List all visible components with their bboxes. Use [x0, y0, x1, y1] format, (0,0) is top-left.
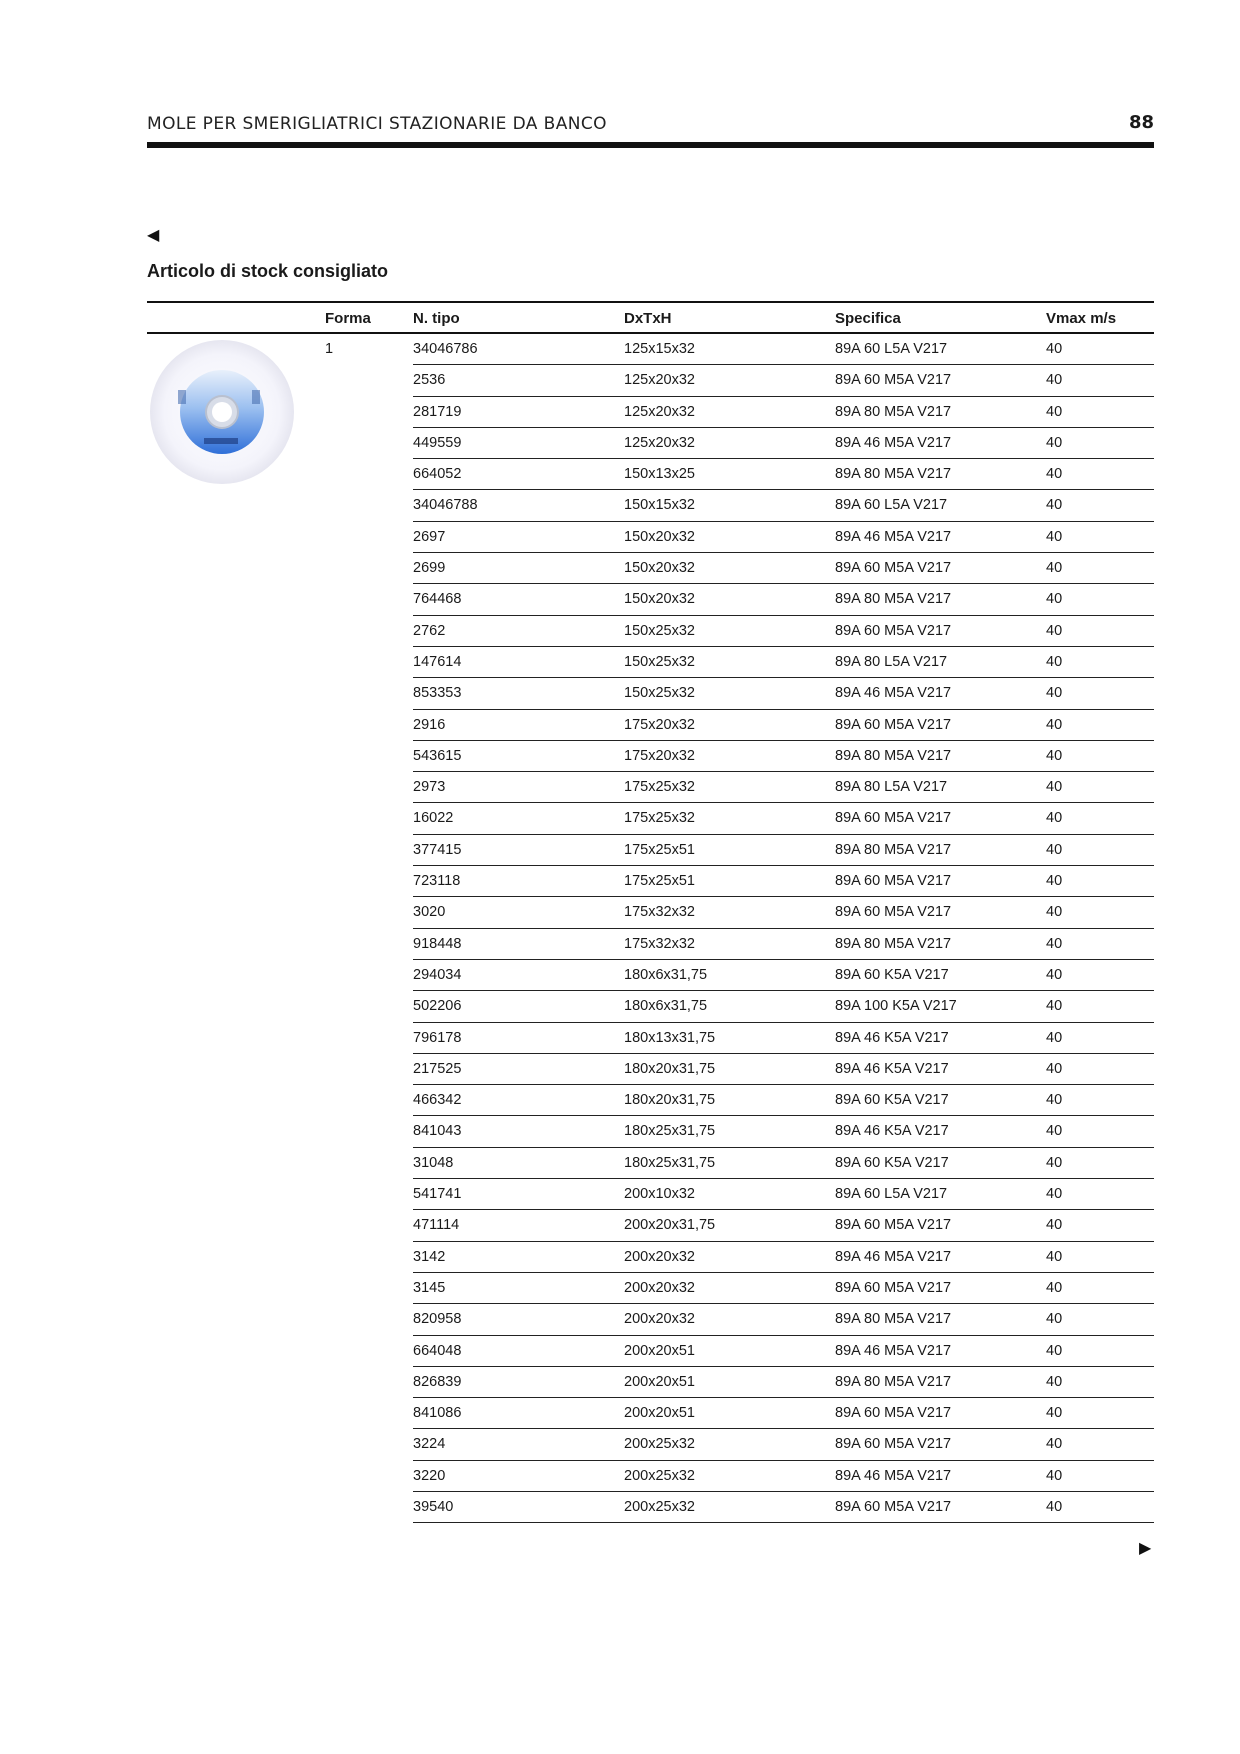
cell-dimensions: 200x20x51 — [624, 1405, 695, 1422]
cell-vmax: 40 — [1046, 1060, 1063, 1077]
cell-specification: 89A 60 M5A V217 — [835, 1217, 952, 1234]
header-divider — [147, 142, 1154, 148]
cell-specification: 89A 80 L5A V217 — [835, 779, 948, 796]
cell-specification: 89A 60 L5A V217 — [835, 341, 948, 357]
cell-tipo: 377415 — [413, 841, 462, 858]
cell-dimensions: 150x25x32 — [624, 653, 695, 670]
cell-tipo: 918448 — [413, 935, 462, 952]
cell-specification: 89A 46 M5A V217 — [835, 434, 952, 451]
cell-vmax: 40 — [1046, 341, 1063, 357]
cell-specification: 89A 46 K5A V217 — [835, 1060, 949, 1077]
cell-specification: 89A 80 M5A V217 — [835, 1311, 952, 1328]
page-number: 88 — [1128, 112, 1154, 133]
table-row — [413, 522, 1154, 553]
table-row — [413, 1023, 1154, 1054]
cell-dimensions: 200x20x51 — [624, 1373, 695, 1390]
table-row — [413, 1492, 1154, 1523]
cell-tipo: 31048 — [413, 1154, 454, 1171]
cell-dimensions: 180x13x31,75 — [624, 1029, 716, 1046]
cell-tipo: 2536 — [413, 372, 446, 389]
cell-specification: 89A 60 L5A V217 — [835, 497, 948, 514]
cell-tipo: 796178 — [413, 1029, 462, 1046]
cell-dimensions: 175x25x32 — [624, 810, 695, 827]
cell-dimensions: 200x20x32 — [624, 1279, 695, 1296]
cell-vmax: 40 — [1046, 1405, 1063, 1422]
table-row — [413, 459, 1154, 490]
cell-specification: 89A 80 L5A V217 — [835, 653, 948, 670]
cell-tipo: 853353 — [413, 685, 462, 702]
cell-specification: 89A 46 K5A V217 — [835, 1029, 949, 1046]
cell-vmax: 40 — [1046, 434, 1063, 451]
cell-dimensions: 175x32x32 — [624, 935, 695, 952]
table-row — [413, 960, 1154, 991]
table-row — [413, 428, 1154, 459]
cell-specification: 89A 60 M5A V217 — [835, 873, 952, 890]
cell-tipo: 3142 — [413, 1248, 446, 1265]
cell-vmax: 40 — [1046, 716, 1063, 733]
cell-dimensions: 200x25x32 — [624, 1498, 695, 1515]
page-header — [147, 108, 1154, 140]
cell-specification: 89A 46 M5A V217 — [835, 1342, 952, 1359]
cell-tipo: 2762 — [413, 622, 446, 639]
cell-vmax: 40 — [1046, 622, 1063, 639]
table-row — [413, 334, 1154, 365]
cell-vmax: 40 — [1046, 1311, 1063, 1328]
cell-vmax: 40 — [1046, 528, 1063, 545]
cell-tipo: 2699 — [413, 560, 446, 577]
cell-vmax: 40 — [1046, 497, 1063, 514]
cell-vmax: 40 — [1046, 1154, 1063, 1171]
cell-tipo: 3145 — [413, 1279, 446, 1296]
cell-vmax: 40 — [1046, 1373, 1063, 1390]
cell-dimensions: 200x25x32 — [624, 1436, 695, 1453]
cell-dimensions: 150x25x32 — [624, 622, 695, 639]
cell-vmax: 40 — [1046, 966, 1063, 983]
cell-vmax: 40 — [1046, 810, 1063, 827]
cell-tipo: 449559 — [413, 434, 462, 451]
table-row — [413, 1085, 1154, 1116]
cell-dimensions: 180x25x31,75 — [624, 1123, 716, 1140]
header-dimensions: DxTxH — [624, 310, 672, 327]
table-row — [413, 1367, 1154, 1398]
table-top-divider — [147, 301, 1154, 303]
table-row — [413, 741, 1154, 772]
table-row — [413, 1336, 1154, 1367]
cell-tipo: 471114 — [413, 1217, 460, 1234]
cell-vmax: 40 — [1046, 1342, 1063, 1359]
cell-dimensions: 175x25x51 — [624, 873, 695, 890]
cell-vmax: 40 — [1046, 1217, 1063, 1234]
cell-specification: 89A 60 M5A V217 — [835, 1405, 952, 1422]
cell-dimensions: 150x20x32 — [624, 560, 695, 577]
cell-specification: 89A 60 M5A V217 — [835, 372, 952, 389]
table-row — [413, 1054, 1154, 1085]
cell-vmax: 40 — [1046, 1498, 1063, 1515]
cell-dimensions: 180x6x31,75 — [624, 966, 708, 983]
cell-tipo: 281719 — [413, 403, 462, 420]
cell-dimensions: 175x32x32 — [624, 904, 695, 921]
cell-vmax: 40 — [1046, 1279, 1063, 1296]
cell-specification: 89A 100 K5A V217 — [835, 998, 957, 1015]
grinding-wheel-icon — [148, 338, 296, 486]
table-row — [413, 1461, 1154, 1492]
cell-specification: 89A 80 M5A V217 — [835, 935, 952, 952]
cell-tipo: 16022 — [413, 810, 454, 827]
cell-specification: 89A 80 M5A V217 — [835, 591, 952, 608]
triangle-right-icon[interactable]: ▶ — [1139, 1540, 1152, 1557]
cell-vmax: 40 — [1046, 904, 1063, 921]
table-row — [413, 897, 1154, 928]
cell-dimensions: 180x25x31,75 — [624, 1154, 716, 1171]
cell-tipo: 217525 — [413, 1060, 462, 1077]
cell-vmax: 40 — [1046, 873, 1063, 890]
cell-vmax: 40 — [1046, 841, 1063, 858]
cell-specification: 89A 80 M5A V217 — [835, 466, 952, 483]
cell-dimensions: 150x15x32 — [624, 497, 695, 514]
table-row — [413, 803, 1154, 834]
cell-dimensions: 125x20x32 — [624, 372, 695, 389]
cell-tipo: 841086 — [413, 1405, 462, 1422]
cell-dimensions: 200x20x51 — [624, 1342, 695, 1359]
cell-dimensions: 200x10x32 — [624, 1186, 695, 1203]
cell-tipo: 39540 — [413, 1498, 454, 1515]
cell-vmax: 40 — [1046, 685, 1063, 702]
table-row — [413, 490, 1154, 521]
cell-dimensions: 200x20x32 — [624, 1311, 695, 1328]
header-tipo: N. tipo — [413, 310, 460, 327]
cell-dimensions: 180x20x31,75 — [624, 1092, 716, 1109]
cell-specification: 89A 60 K5A V217 — [835, 966, 949, 983]
cell-tipo: 3020 — [413, 904, 446, 921]
table-row — [413, 1242, 1154, 1273]
cell-tipo: 723118 — [413, 873, 461, 890]
cell-tipo: 2697 — [413, 528, 446, 545]
cell-vmax: 40 — [1046, 935, 1063, 952]
cell-dimensions: 200x25x32 — [624, 1467, 695, 1484]
table-row — [413, 991, 1154, 1022]
cell-tipo: 294034 — [413, 966, 462, 983]
cell-vmax: 40 — [1046, 591, 1063, 608]
cell-vmax: 40 — [1046, 403, 1063, 420]
cell-vmax: 40 — [1046, 1092, 1063, 1109]
cell-specification: 89A 46 M5A V217 — [835, 528, 952, 545]
cell-tipo: 543615 — [413, 747, 462, 764]
table-row — [413, 678, 1154, 709]
cell-vmax: 40 — [1046, 779, 1063, 796]
table-row — [413, 1429, 1154, 1460]
header-title: MOLE PER SMERIGLIATRICI STAZIONARIE DA BANCO — [147, 114, 607, 134]
cell-tipo: 466342 — [413, 1092, 462, 1109]
table-row — [413, 1148, 1154, 1179]
cell-tipo: 34046786 — [413, 341, 478, 357]
cell-vmax: 40 — [1046, 747, 1063, 764]
cell-dimensions: 150x20x32 — [624, 528, 695, 545]
cell-dimensions: 125x20x32 — [624, 434, 695, 451]
forma-value: 1 — [325, 341, 334, 357]
cell-dimensions: 175x25x32 — [624, 779, 695, 796]
cell-specification: 89A 60 M5A V217 — [835, 1279, 952, 1296]
cell-specification: 89A 46 M5A V217 — [835, 1248, 952, 1265]
cell-specification: 89A 60 M5A V217 — [835, 560, 952, 577]
product-table — [413, 334, 1154, 1523]
cell-vmax: 40 — [1046, 1123, 1063, 1140]
cell-tipo: 502206 — [413, 998, 462, 1015]
cell-dimensions: 180x6x31,75 — [624, 998, 708, 1015]
table-row — [413, 929, 1154, 960]
cell-dimensions: 175x25x51 — [624, 841, 695, 858]
table-row — [413, 835, 1154, 866]
table-row — [413, 710, 1154, 741]
cell-dimensions: 175x20x32 — [624, 716, 695, 733]
cell-vmax: 40 — [1046, 1186, 1063, 1203]
table-row — [413, 616, 1154, 647]
triangle-left-icon[interactable]: ◀ — [147, 227, 160, 244]
table-row — [413, 866, 1154, 897]
cell-dimensions: 150x25x32 — [624, 685, 695, 702]
cell-specification: 89A 46 M5A V217 — [835, 1467, 952, 1484]
cell-specification: 89A 80 M5A V217 — [835, 747, 952, 764]
cell-dimensions: 150x20x32 — [624, 591, 695, 608]
table-row — [413, 553, 1154, 584]
cell-specification: 89A 60 M5A V217 — [835, 904, 952, 921]
cell-tipo: 841043 — [413, 1123, 462, 1140]
cell-dimensions: 150x13x25 — [624, 466, 695, 483]
cell-vmax: 40 — [1046, 1029, 1063, 1046]
table-row — [413, 772, 1154, 803]
cell-dimensions: 200x20x32 — [624, 1248, 695, 1265]
cell-specification: 89A 60 M5A V217 — [835, 622, 952, 639]
cell-specification: 89A 60 M5A V217 — [835, 810, 952, 827]
table-row — [413, 1116, 1154, 1147]
cell-dimensions: 125x20x32 — [624, 403, 695, 420]
cell-vmax: 40 — [1046, 998, 1063, 1015]
header-specification: Specifica — [835, 310, 901, 327]
cell-tipo: 2973 — [413, 779, 446, 796]
table-row — [413, 397, 1154, 428]
cell-tipo: 34046788 — [413, 497, 478, 514]
header-vmax: Vmax m/s — [1046, 310, 1117, 327]
cell-tipo: 147614 — [413, 653, 462, 670]
cell-tipo: 541741 — [413, 1186, 462, 1203]
cell-vmax: 40 — [1046, 560, 1063, 577]
cell-vmax: 40 — [1046, 653, 1063, 670]
cell-specification: 89A 60 K5A V217 — [835, 1154, 949, 1171]
table-row — [413, 647, 1154, 678]
cell-vmax: 40 — [1046, 372, 1063, 389]
cell-specification: 89A 60 M5A V217 — [835, 716, 952, 733]
cell-dimensions: 125x15x32 — [624, 341, 695, 357]
cell-tipo: 664052 — [413, 466, 462, 483]
cell-specification: 89A 60 M5A V217 — [835, 1436, 952, 1453]
table-row — [413, 1210, 1154, 1241]
cell-tipo: 826839 — [413, 1373, 462, 1390]
cell-specification: 89A 80 M5A V217 — [835, 841, 952, 858]
cell-dimensions: 175x20x32 — [624, 747, 695, 764]
section-title: Articolo di stock consigliato — [147, 261, 389, 281]
table-row — [413, 1273, 1154, 1304]
header-forma: Forma — [325, 310, 371, 327]
cell-tipo: 2916 — [413, 716, 446, 733]
cell-vmax: 40 — [1046, 1436, 1063, 1453]
cell-tipo: 3224 — [413, 1436, 446, 1453]
table-row — [413, 1398, 1154, 1429]
cell-tipo: 820958 — [413, 1311, 462, 1328]
cell-specification: 89A 46 M5A V217 — [835, 685, 952, 702]
table-row — [413, 584, 1154, 615]
cell-specification: 89A 46 K5A V217 — [835, 1123, 949, 1140]
cell-vmax: 40 — [1046, 466, 1063, 483]
cell-specification: 89A 60 L5A V217 — [835, 1186, 948, 1203]
cell-tipo: 764468 — [413, 591, 462, 608]
cell-specification: 89A 80 M5A V217 — [835, 403, 952, 420]
cell-tipo: 3220 — [413, 1467, 446, 1484]
cell-tipo: 664048 — [413, 1342, 462, 1359]
cell-specification: 89A 60 K5A V217 — [835, 1092, 949, 1109]
table-row — [413, 1179, 1154, 1210]
cell-specification: 89A 80 M5A V217 — [835, 1373, 952, 1390]
table-row — [413, 365, 1154, 396]
cell-specification: 89A 60 M5A V217 — [835, 1498, 952, 1515]
cell-vmax: 40 — [1046, 1248, 1063, 1265]
cell-dimensions: 180x20x31,75 — [624, 1060, 716, 1077]
table-row — [413, 1304, 1154, 1335]
cell-vmax: 40 — [1046, 1467, 1063, 1484]
cell-dimensions: 200x20x31,75 — [624, 1217, 716, 1234]
